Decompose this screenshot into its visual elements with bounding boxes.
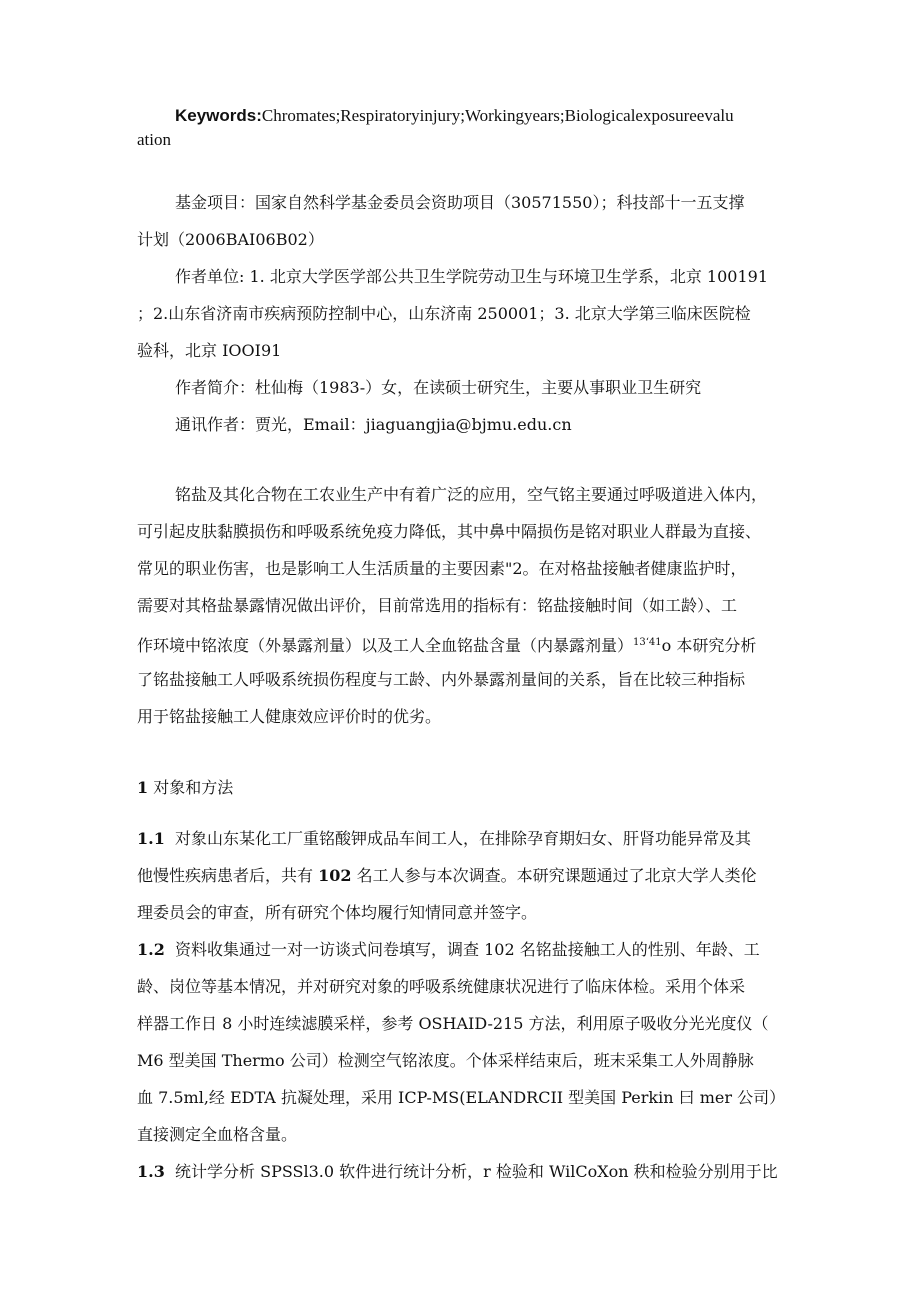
funding-line-1: 基金项目：国家自然科学基金委员会资助项目（30571550）；科技部十一五支撑	[175, 193, 745, 212]
s12-text: 资料收集通过一对一访谈式问卷填写，调查 102 名铭盐接触工人的性别、年龄、工	[175, 940, 760, 959]
citation-superscript: 13‘41	[633, 637, 662, 648]
s13-text: 统计学分析 SPSSl3.0 软件进行统计分析，r 检验和 WilCoXon 秩和检验分别用于比	[175, 1162, 778, 1181]
s12-line-3: 样器工作日 8 小时连续滤膜采样，参考 OSHAID-215 方法，利用原子吸收分光光度仪（	[137, 1014, 769, 1033]
keywords-label: Keywords:	[175, 106, 262, 125]
intro-line-5	[137, 633, 920, 656]
s11-text: 对象山东某化工厂重铭酸钾成品车间工人，在排除孕育期妇女、肝肾功能异常及其	[175, 829, 752, 848]
intro-line-3: 常见的职业伤害，也是影响工人生活质量的主要因素"2。在对格盐接触者健康监护时，	[137, 559, 747, 578]
keywords-line-1	[175, 106, 920, 126]
s12-line-4: M6 型美国 Thermo 公司）检测空气铭浓度。个体采样结束后，班末采集工人外周静脉	[137, 1051, 754, 1070]
s11-line-3: 理委员会的审查，所有研究个体均履行知情同意并签字。	[137, 903, 538, 922]
intro-line-6: 了铭盐接触工人呼吸系统损伤程度与工龄、内外暴露剂量间的关系，旨在比较三种指标	[137, 670, 746, 689]
s11-line-2	[137, 866, 920, 886]
intro-line-2: 可引起皮肤黏膜损伤和呼吸系统免疫力降低，其中鼻中隔损伤是铭对职业人群最为直接、	[137, 522, 762, 541]
keywords-text: Chromates;Respiratoryinjury;Workingyears;Biologicalexposureevalu	[261, 106, 734, 125]
s11-number: 1.1	[137, 829, 165, 848]
s12-line-2: 龄、岗位等基本情况，并对研究对象的呼吸系统健康状况进行了临床体检。采用个体采	[137, 977, 746, 996]
affiliation-line-2: ；2.山东省济南市疾病预防控制中心，山东济南 250001；3. 北京大学第三临床医院检	[137, 304, 751, 323]
intro-line-5-text: 作环境中铭浓度（外暴露剂量）以及工人全血铭盐含量（内暴露剂量）	[137, 636, 634, 655]
intro-line-5-tail: o 本研究分析	[661, 636, 757, 655]
s12-line-1	[137, 940, 920, 960]
keywords-line-2	[137, 130, 920, 150]
s13-line-1	[137, 1162, 920, 1182]
section-heading	[137, 778, 920, 798]
section-title: 对象和方法	[153, 778, 234, 797]
section-number: 1	[137, 778, 149, 797]
s11-count: 102	[318, 866, 352, 885]
s12-line-5: 血 7.5ml,经 EDTA 抗凝处理，采用 ICP-MS(ELANDRCII 型美国 Perkin 曰 mer 公司）	[137, 1088, 786, 1107]
affiliation-line-1: 作者单位: 1. 北京大学医学部公共卫生学院劳动卫生与环境卫生学系，北京 100191	[175, 267, 768, 286]
s12-line-6: 直接测定全血格含量。	[137, 1125, 298, 1144]
s13-number: 1.3	[137, 1162, 165, 1181]
intro-line-1: 铭盐及其化合物在工农业生产中有着广泛的应用，空气铭主要通过呼吸道进入体内，	[175, 485, 768, 504]
intro-line-7: 用于铭盐接触工人健康效应评价时的优劣。	[137, 707, 442, 726]
correspondence: 通讯作者：贾光，Email：jiaguangjia@bjmu.edu.cn	[175, 415, 572, 434]
author-bio: 作者简介：杜仙梅（1983-）女，在读硕士研究生，主要从事职业卫生研究	[175, 378, 702, 397]
affiliation-line-3: 验科，北京 IOOI91	[137, 341, 282, 360]
keywords-text-cont: ation	[137, 130, 171, 149]
s11-text-2b: 名工人参与本次调查。本研究课题通过了北京大学人类伦	[351, 866, 757, 885]
s12-number: 1.2	[137, 940, 165, 959]
intro-line-4: 需要对其格盐暴露情况做出评价，目前常选用的指标有：铭盐接触时间（如工龄）、工	[137, 596, 738, 615]
s11-line-1	[137, 829, 920, 849]
funding-line-2: 计划（2006BAI06B02）	[137, 230, 324, 249]
s11-text-2a: 他慢性疾病患者后，共有	[137, 866, 319, 885]
